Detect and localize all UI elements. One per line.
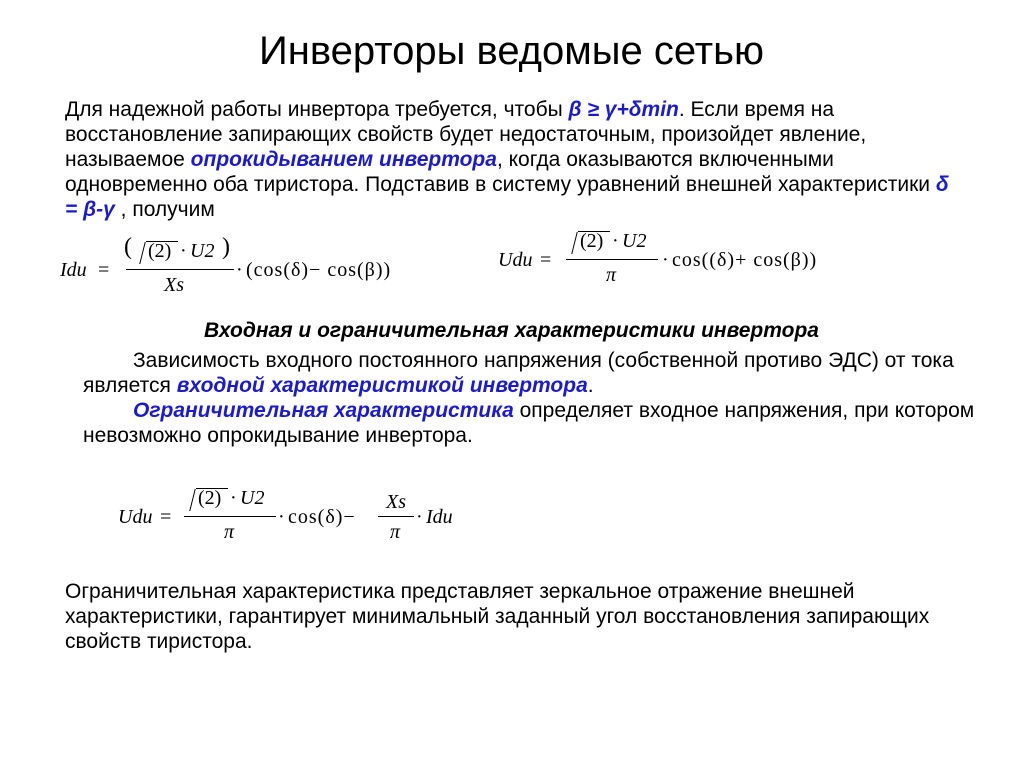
product-dot: ·	[236, 259, 243, 281]
denominator-xs: Xs	[164, 274, 184, 296]
numerator-close-paren: )	[222, 234, 230, 260]
formula-limiting-mid: cos(δ)−	[288, 506, 356, 528]
characteristic-paragraph	[83, 348, 983, 448]
formula-limiting-eq: =	[160, 506, 172, 528]
section-heading: Входная и ограничительная характеристики инвертора	[204, 319, 819, 342]
fraction-bar	[184, 516, 276, 517]
intro-text-3: , когда оказываются включенными одновременно оба тиристора. Подставив в систему уравнений внешней характеристики	[65, 148, 936, 196]
fraction-bar	[566, 259, 658, 260]
slide-title: Инверторы ведомые сетью	[259, 29, 764, 73]
fraction-bar-2	[378, 516, 414, 517]
numerator-dot: ·	[612, 230, 619, 252]
formula-limiting	[118, 484, 478, 548]
term-input-characteristic: входной характеристикой инвертора	[176, 374, 588, 397]
characteristic-text-3: определяет входное напряжения, при котором невозможно опрокидывание инвертора.	[83, 399, 975, 447]
sqrt-radicand: (2)	[198, 487, 222, 509]
sqrt-radicand: (2)	[580, 230, 604, 252]
sqrt-two: 2	[586, 230, 597, 252]
intro-text-4: , получим	[114, 198, 215, 221]
fraction-bar	[126, 269, 234, 270]
product-dot: ·	[278, 506, 285, 528]
term-limiting-characteristic: Ограничительная характеристика	[133, 399, 514, 422]
numerator-u2: U2	[190, 240, 215, 262]
denominator-pi-2: π	[390, 521, 401, 543]
intro-text-2: . Если время на восстановление запирающих свойств будет недостаточным, произойдет явление, называемое	[65, 98, 867, 171]
sqrt-two: 2	[154, 240, 165, 262]
formula-limiting-lhs: Udu	[118, 506, 153, 528]
condition-formula: β ≥ γ+δmin	[568, 98, 679, 121]
formula-udu-tail: cos((δ)+ cos(β))	[672, 249, 818, 271]
formula-udu-lhs: Udu	[498, 249, 533, 271]
formula-idu-lhs: Idu	[60, 259, 87, 281]
numerator-open-paren: (	[124, 234, 132, 260]
product-dot: ·	[662, 249, 669, 271]
numerator-u2: U2	[240, 487, 265, 509]
formula-idu-tail: (cos(δ)− cos(β))	[246, 259, 392, 281]
formula-limiting-tail: Idu	[426, 506, 453, 528]
numerator-xs: Xs	[386, 491, 406, 513]
characteristic-text-2: .	[587, 374, 594, 397]
formula-udu-external	[498, 227, 868, 291]
denominator-pi: π	[224, 521, 235, 543]
formula-udu-eq: =	[540, 249, 552, 271]
numerator-dot: ·	[180, 240, 187, 262]
product-dot-2: ·	[416, 506, 423, 528]
intro-paragraph	[65, 97, 965, 222]
characteristic-text-1: Зависимость входного постоянного напряжения (собственной противо ЭДС) от тока является	[83, 349, 954, 397]
numerator-u2: U2	[622, 230, 647, 252]
sqrt-radicand: (2)	[148, 240, 172, 262]
numerator-dot: ·	[230, 487, 237, 509]
substitution-formula: δ = β-γ	[65, 173, 949, 221]
denominator-pi: π	[606, 264, 617, 286]
formula-idu-eq: =	[98, 259, 110, 281]
intro-text-1: Для надежной работы инвертора требуется, чтобы	[65, 98, 569, 121]
conclusion-paragraph: Ограничительная характеристика представляет зеркальное отражение внешней характеристики, гарантирует минимальный заданный угол восстановления запирающих свойств тиристора.	[65, 580, 930, 653]
sqrt-two: 2	[204, 487, 215, 509]
term-inverter-overturn: опрокидыванием инвертора	[190, 148, 497, 171]
formula-idu	[60, 232, 450, 302]
